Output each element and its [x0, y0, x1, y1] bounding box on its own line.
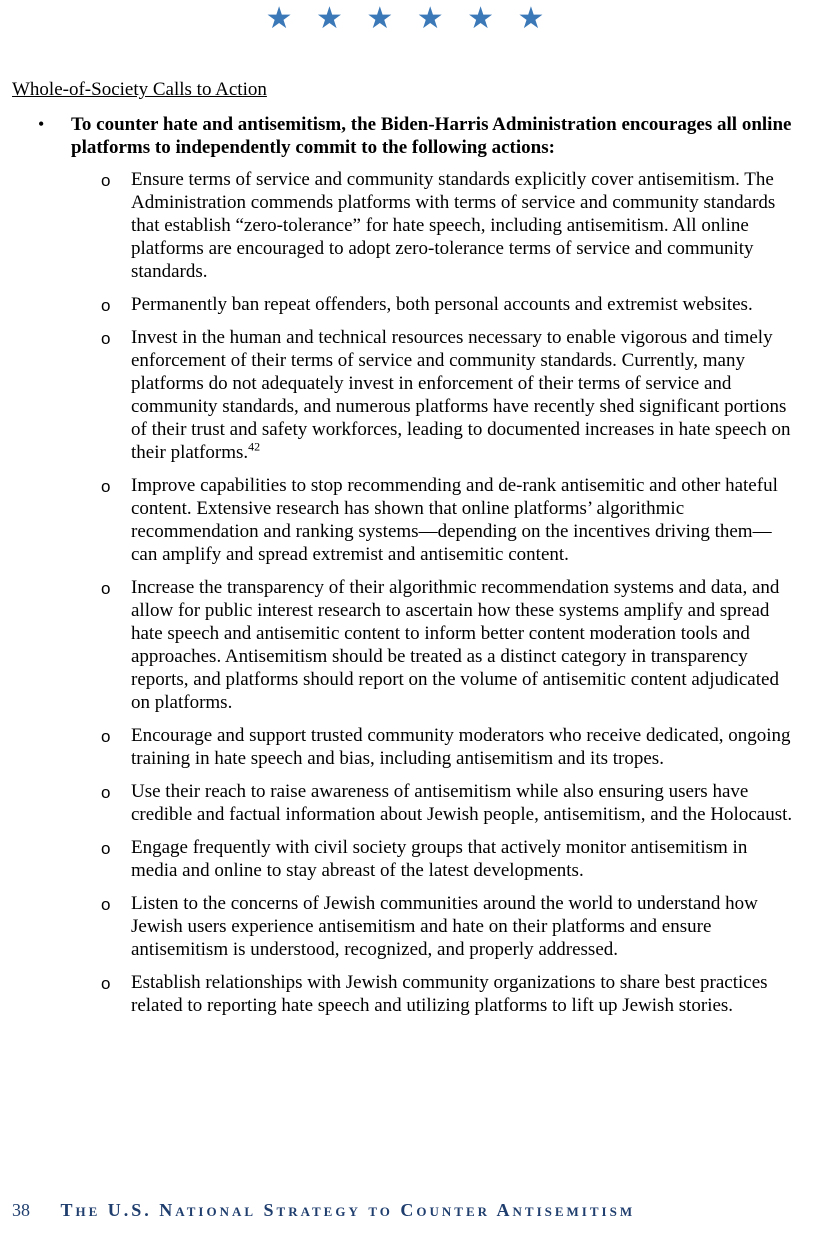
action-text: Improve capabilities to stop recommending and de-rank antisemitic and other hateful content. Extensive research has shown that online platforms’ algorithmic recommendation and ranking systems—depending on the incentives driving them—can amplify and spread extremist and antisemitic content. [131, 475, 778, 565]
decorative-stars: ★ ★ ★ ★ ★ ★ [265, 2, 553, 35]
circle-bullet-icon: o [101, 727, 111, 746]
circle-bullet-icon: o [101, 477, 111, 496]
list-item [0, 474, 818, 566]
page-footer [12, 1198, 792, 1222]
circle-bullet-icon: o [101, 839, 111, 858]
list-item [0, 293, 818, 316]
action-text: Invest in the human and technical resources necessary to enable vigorous and timely enforcement of their terms of service and community standards. Currently, many platforms do not adequately invest in enforcement of their terms of service and community standards, and numerous platforms have recently shed significant portions of their trust and safety workforces, leading to documented increases in hate speech on their platforms. [131, 327, 791, 463]
circle-bullet-icon: o [101, 329, 111, 348]
action-text: Engage frequently with civil society groups that actively monitor antisemitism in media and online to stay abreast of the latest developments. [131, 837, 748, 881]
list-item [0, 836, 818, 882]
action-text: Establish relationships with Jewish community organizations to share best practices related to reporting hate speech and utilizing platforms to lift up Jewish stories. [131, 972, 768, 1016]
action-text: Use their reach to raise awareness of antisemitism while also ensuring users have credible and factual information about Jewish people, antisemitism, and the Holocaust. [131, 781, 793, 825]
main-bullet [38, 113, 798, 159]
footnote-marker[interactable]: 42 [248, 439, 261, 454]
running-title: The U.S. National Strategy to Counter Antisemitism [60, 1200, 636, 1220]
circle-bullet-icon: o [101, 296, 111, 315]
list-item [0, 168, 818, 283]
list-item [0, 326, 818, 464]
list-item [0, 576, 818, 714]
action-list [0, 168, 818, 1027]
list-item [0, 971, 818, 1017]
circle-bullet-icon: o [101, 974, 111, 993]
circle-bullet-icon: o [101, 895, 111, 914]
section-heading: Whole-of-Society Calls to Action [12, 79, 267, 100]
action-text: Listen to the concerns of Jewish communities around the world to understand how Jewish users experience antisemitism and hate on their platforms and ensure antisemitism is understood, recognized, and properly addressed. [131, 893, 758, 960]
bullet-icon: • [38, 114, 45, 134]
page-number: 38 [12, 1200, 30, 1220]
action-text: Increase the transparency of their algorithmic recommendation systems and data, and allow for public interest research to ascertain how these systems amplify and spread hate speech and antisemitic content to inform better content moderation tools and approaches. Antisemitism should be treated as a distinct category in transparency reports, and platforms should report on the volume of antisemitic content adjudicated on platforms. [131, 577, 780, 713]
list-item [0, 892, 818, 961]
action-text: Ensure terms of service and community standards explicitly cover antisemitism. The Administration commends platforms with terms of service and community standards that establish “zero-tolerance” for hate speech, including antisemitism. All online platforms are encouraged to adopt zero-tolerance terms of service and community standards. [131, 169, 776, 282]
circle-bullet-icon: o [101, 171, 111, 190]
circle-bullet-icon: o [101, 783, 111, 802]
circle-bullet-icon: o [101, 579, 111, 598]
intro-statement: To counter hate and antisemitism, the Biden-Harris Administration encourages all online platforms to independently commit to the following actions: [71, 114, 792, 158]
list-item [0, 780, 818, 826]
list-item [0, 724, 818, 770]
action-text: Permanently ban repeat offenders, both personal accounts and extremist websites. [131, 294, 753, 315]
action-text: Encourage and support trusted community moderators who receive dedicated, ongoing training in hate speech and bias, including antisemitism and its tropes. [131, 725, 791, 769]
